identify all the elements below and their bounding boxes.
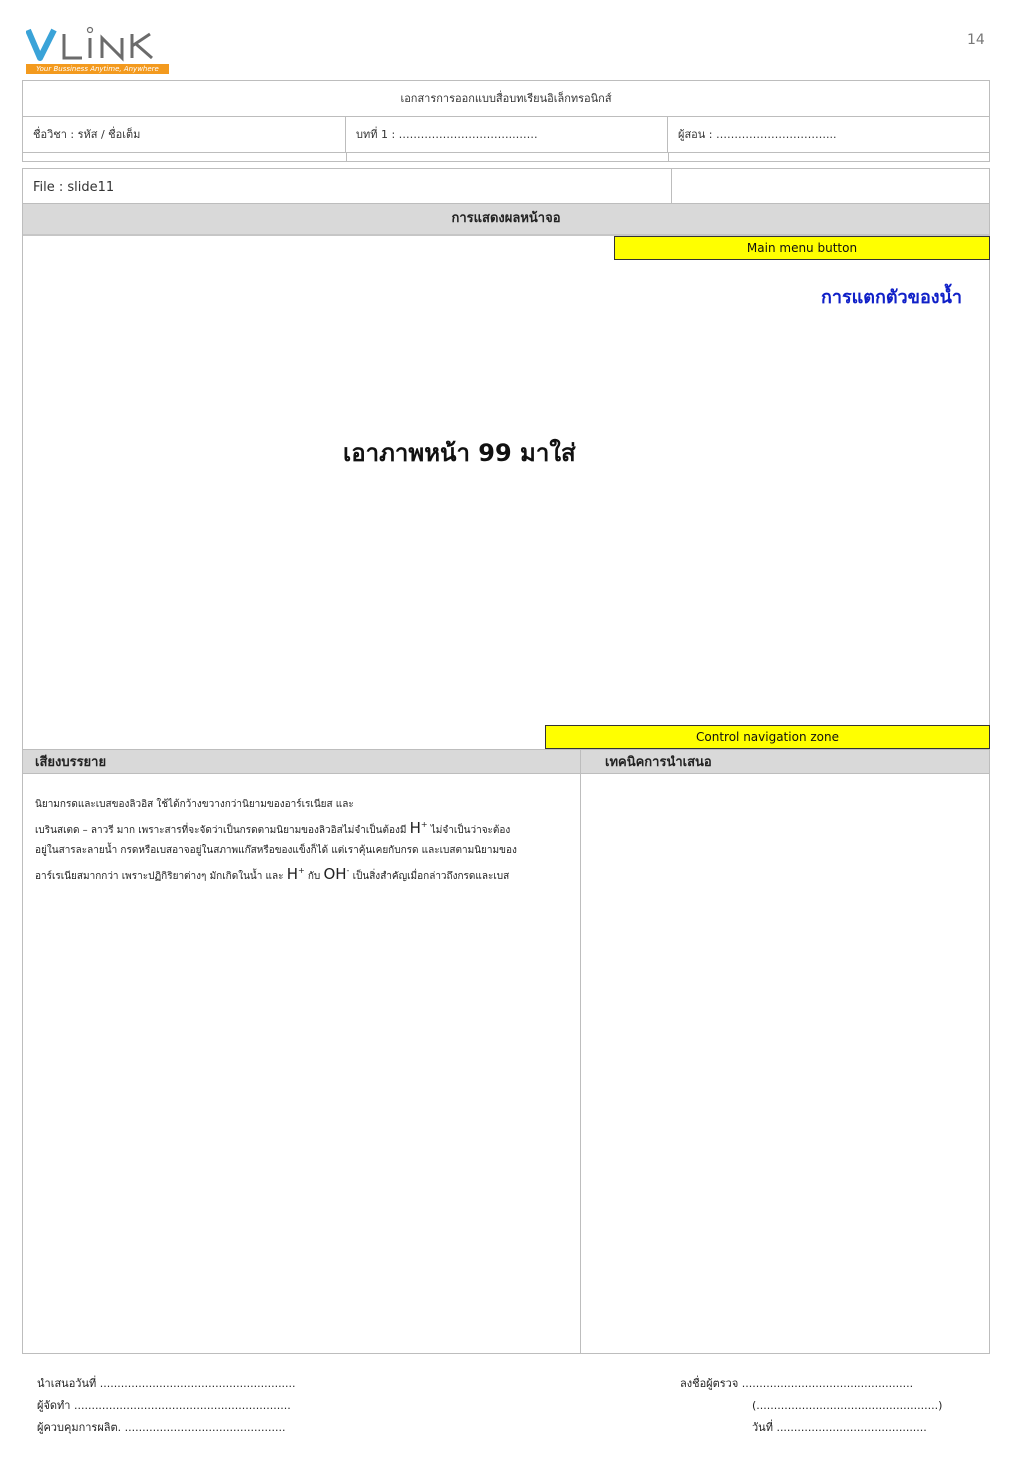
supervisor-field: ผู้ควบคุมการผลิต. ..............................................	[37, 1421, 286, 1434]
image-placeholder-note: เอาภาพหน้า 99 มาใส่	[343, 439, 576, 467]
main-menu-button[interactable]: Main menu button	[614, 236, 990, 260]
lesson-field: บทที่ 1 : …………………………..……	[346, 117, 668, 153]
control-navigation-zone[interactable]: Control navigation zone	[545, 725, 990, 749]
presented-date-field: นำเสนอวันที่ ........................................................	[37, 1377, 296, 1390]
header-info-row	[23, 117, 989, 153]
oh-symbol: OH	[323, 865, 347, 883]
narration-heading: เสียงบรรยาย	[35, 755, 107, 770]
narration-segment: เป็นสิ่งสำคัญเมื่อกล่าวถึงกรดและเบส	[349, 871, 510, 882]
divider	[671, 169, 672, 204]
producer-field: ผู้จัดทำ ..............................................................	[37, 1399, 291, 1412]
screen-preview-area	[23, 236, 989, 749]
header-table	[22, 80, 990, 162]
narration-text	[35, 795, 575, 887]
narration-line	[35, 861, 575, 887]
divider	[346, 153, 347, 162]
oh-ion	[323, 865, 349, 883]
inspector-name-field: (....................................................)	[752, 1399, 943, 1412]
file-label: File : slide11	[33, 180, 115, 195]
technique-heading: เทคนิคการนำเสนอ	[605, 755, 712, 770]
logo-tagline: Your Bussiness Anytime, Anywhere	[26, 64, 169, 74]
file-row	[23, 169, 989, 204]
plus-charge: +	[297, 866, 305, 875]
footer-right	[680, 1373, 980, 1439]
plus-charge: +	[420, 820, 428, 829]
screen-display-heading: การแสดงผลหน้าจอ	[23, 204, 989, 236]
instructor-field: ผู้สอน : …………………………...	[678, 128, 837, 141]
h-symbol: H	[409, 819, 421, 837]
narration-line	[35, 815, 575, 841]
page-number: 14	[967, 32, 985, 48]
column-divider	[580, 749, 581, 1353]
narration-line: นิยามกรดและเบสของลิวอิส ใช้ได้กว้างขวางกว่านิยามของอาร์เรเนียส และ	[35, 799, 354, 810]
course-field: ชื่อวิชา : รหัส / ชื่อเต็ม	[23, 117, 346, 153]
inspector-date-field: วันที่ ...........................................	[752, 1421, 927, 1434]
header-empty-row	[23, 153, 989, 162]
narration-segment: เบรินสเตด – ลาวรี มาก เพราะสารที่จะจัดว่าเป็นกรดตามนิยามของลิวอิสไม่จำเป็นต้องมี	[35, 825, 410, 836]
inspector-signature-field: ลงชื่อผู้ตรวจ .................................................	[680, 1377, 914, 1390]
section-heading-row	[23, 749, 989, 774]
narration-line: อยู่ในสารละลายน้ำ กรดหรือเบสอาจอยู่ในสภาพแก๊สหรือของแข็งก็ได้ แต่เราคุ้นเคยกับกรด และเบสตามนิยามของ	[35, 845, 517, 856]
h-ion	[410, 819, 428, 837]
footer-left	[37, 1373, 296, 1439]
narration-segment: กับ	[304, 871, 324, 882]
h-symbol: H	[286, 865, 298, 883]
document-title: เอกสารการออกแบบสื่อบทเรียนอิเล็กทรอนิกส์	[23, 81, 989, 117]
narration-segment: อาร์เรเนียสมากกว่า เพราะปฏิกิริยาต่างๆ มักเกิดในน้ำ และ	[35, 871, 287, 882]
slide-title: การแตกตัวของน้ำ	[821, 287, 962, 308]
vlink-wordmark-icon	[26, 24, 172, 64]
storyboard-table	[22, 168, 990, 1354]
h-ion	[287, 865, 305, 883]
minus-charge: -	[346, 866, 350, 875]
divider	[668, 153, 669, 162]
narration-segment: ไม่จำเป็นว่าจะต้อง	[427, 825, 511, 836]
